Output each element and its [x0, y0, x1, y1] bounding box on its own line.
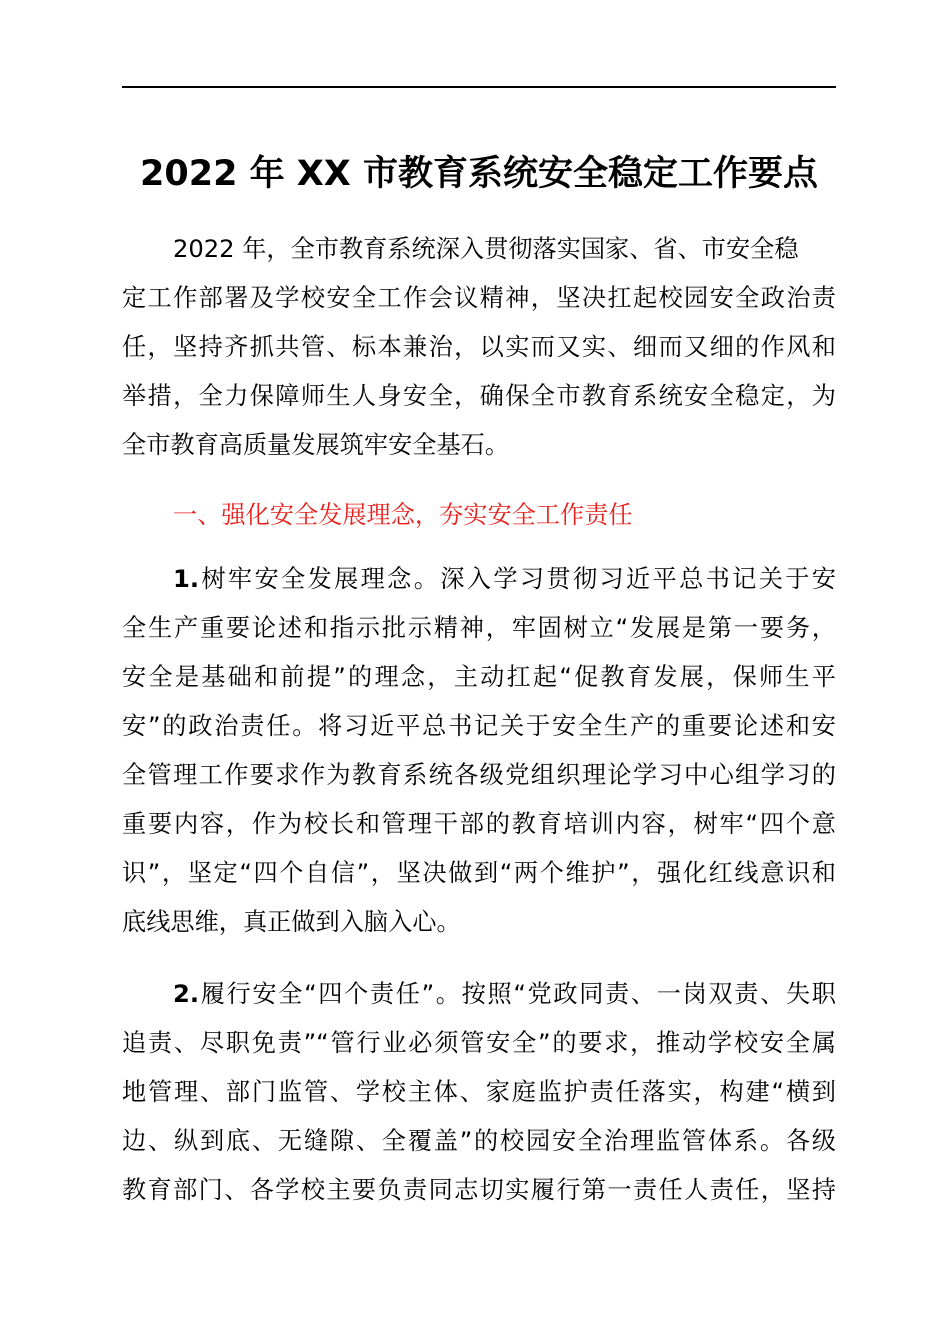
item1-line: 全管理工作要求作为教育系统各级党组织理论学习中心组学习的: [122, 761, 836, 789]
intro-line: 举措，全力保障师生人身安全，确保全市教育系统安全稳定，为: [122, 382, 836, 410]
document-title: 2022 年 XX 市教育系统安全稳定工作要点: [140, 154, 818, 194]
intro-line: 任，坚持齐抓共管、标本兼治，以实而又实、细而又细的作风和: [122, 333, 836, 361]
item1-line: 安”的政治责任。将习近平总书记关于安全生产的重要论述和安: [122, 712, 836, 740]
intro-line: 定工作部署及学校安全工作会议精神，坚决扛起校园安全政治责: [122, 284, 836, 312]
item2-first-line: [122, 970, 836, 1019]
header-rule: [122, 86, 836, 88]
item2-line: 边、纵到底、无缝隙、全覆盖”的校园安全治理监管体系。各级: [122, 1127, 836, 1155]
item2-first-text: 履行安全“四个责任”。按照“党政同责、一岗双责、失职: [199, 980, 836, 1008]
item1-first-line: [122, 555, 836, 604]
item2-number: 2.: [173, 980, 200, 1008]
item1-line: 重要内容，作为校长和管理干部的教育培训内容，树牢“四个意: [122, 810, 836, 838]
item2-line: 地管理、部门监管、学校主体、家庭监护责任落实，构建“横到: [122, 1078, 836, 1106]
item2-line: 追责、尽职免责”“管行业必须管安全”的要求，推动学校安全属: [122, 1029, 836, 1057]
item1-line: 底线思维，真正做到入脑入心。: [122, 908, 461, 936]
item1-line: 安全是基础和前提”的理念，主动扛起“促教育发展，保师生平: [122, 663, 836, 691]
item2-line: 教育部门、各学校主要负责同志切实履行第一责任人责任，坚持: [122, 1176, 836, 1204]
item1-line: 识”，坚定“四个自信”，坚决做到“两个维护”，强化红线意识和: [122, 859, 836, 887]
section-heading: 一、强化安全发展理念，夯实安全工作责任: [173, 501, 633, 529]
item2-paragraph: [122, 970, 836, 1215]
intro-paragraph: [122, 225, 836, 470]
intro-line: 全市教育高质量发展筑牢安全基石。: [122, 431, 510, 459]
intro-line: 2022 年，全市教育系统深入贯彻落实国家、省、市安全稳: [173, 235, 799, 263]
item1-paragraph: [122, 555, 836, 947]
item1-line: 全生产重要论述和指示批示精神，牢固树立“发展是第一要务，: [122, 614, 836, 642]
item1-number: 1.: [173, 565, 200, 593]
item1-first-text: 树牢安全发展理念。深入学习贯彻习近平总书记关于安: [199, 565, 836, 593]
